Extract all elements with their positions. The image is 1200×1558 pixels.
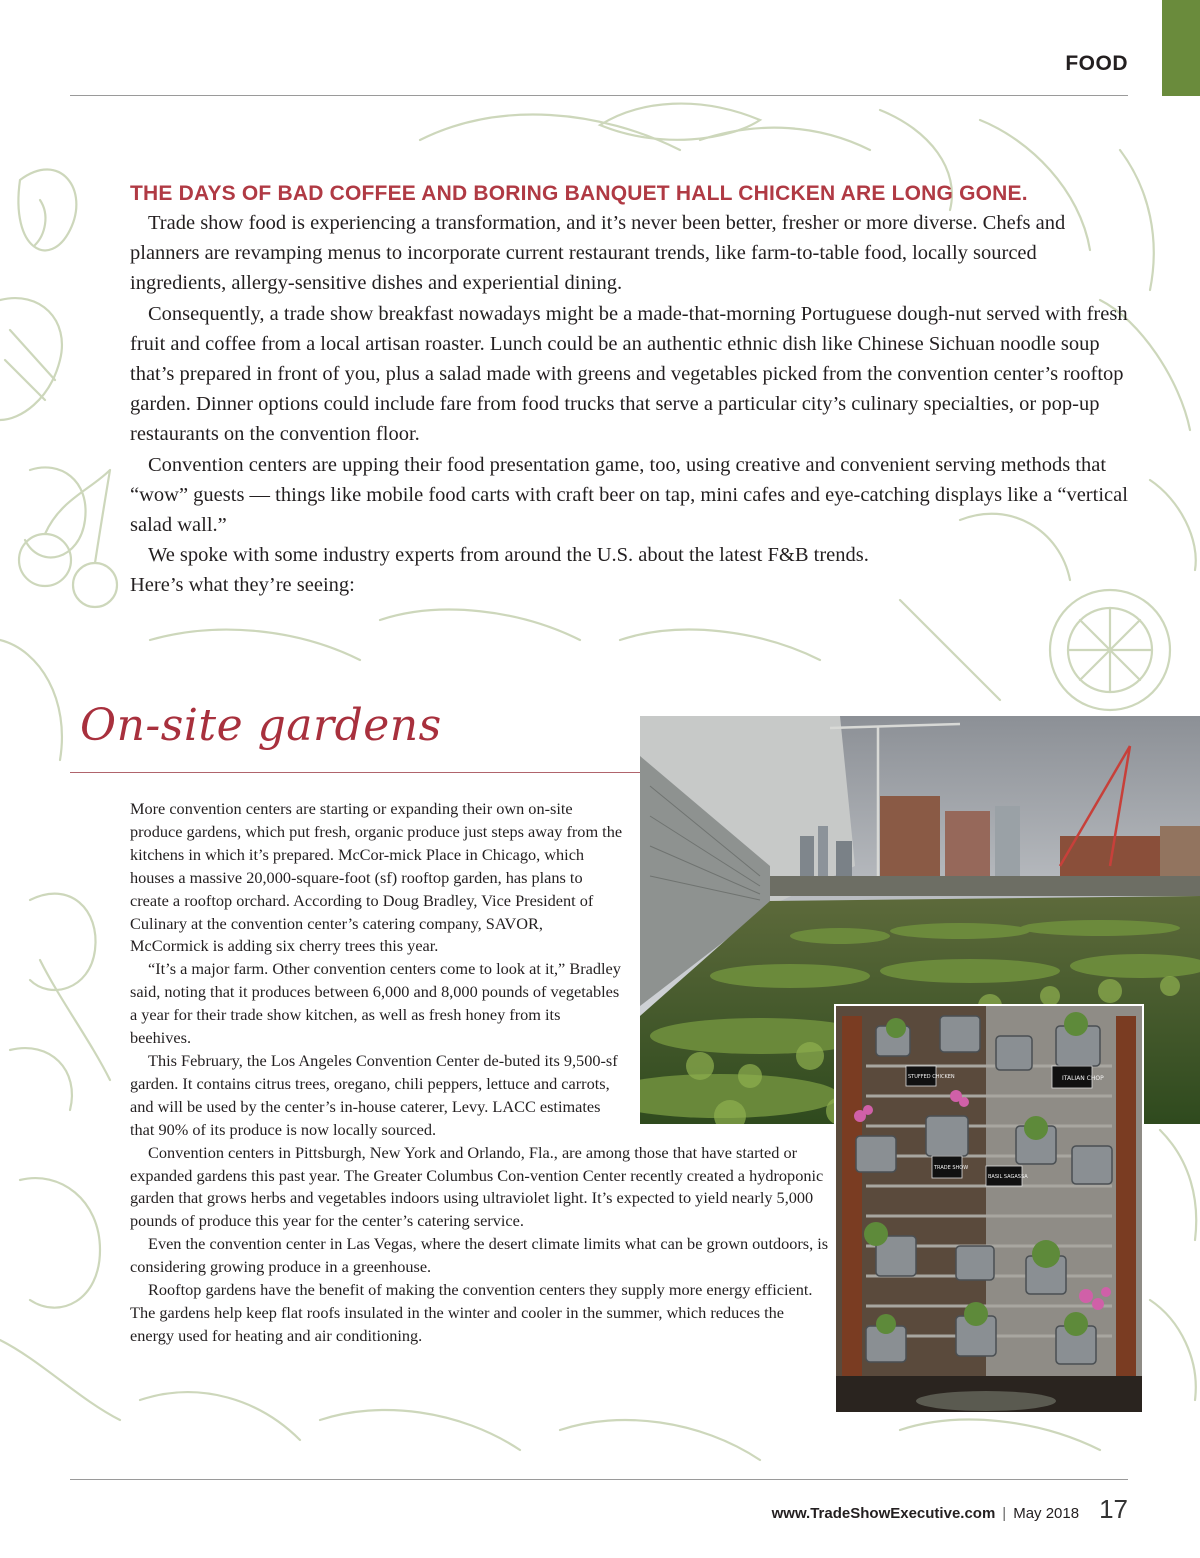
article-paragraph: More convention centers are starting or expanding their own on-site produce gardens, which put fresh, organic produce just steps away from the kitchens in which it’s prepared. McCor-mick Place in Chicago, which houses a massive 20,000-square-foot (sf) rooftop garden, has plans to create a rooftop orchard. According to Doug Bradley, Vice President of Culinary at the convention center’s catering company, SAVOR, McCormick is adding six cherry trees this year.: [130, 799, 623, 956]
intro-paragraph: Trade show food is experiencing a transformation, and it’s never been better, fresher or more diverse. Chefs and planners are revamping menus to incorporate current restaurant trends, like farm-to-table food, locally sourced ingredients, allergy-sensitive dishes and experiential dining.: [130, 212, 1066, 295]
article-paragraph: This February, the Los Angeles Convention Center de-buted its 9,500-sf garden. It contains citrus trees, oregano, chili peppers, lettuce and carrots, and will be used by the center’s in-house caterer, Levy. LACC estimates that 90% of its produce is now locally sourced.: [130, 1050, 618, 1139]
footer-separator: |: [1002, 1505, 1007, 1522]
headline: THE DAYS OF BAD COFFEE AND BORING BANQUET HALL CHICKEN ARE LONG GONE.: [130, 182, 1028, 205]
article-paragraph: Convention centers in Pittsburgh, New York and Orlando, Fla., are among those that have started or expanded gardens this past year. The Greater Columbus Con-vention Center recently created a hydroponic garden that grows herbs and vegetables indoors using ultraviolet light. It’s expected to yield nearly 5,000 pounds of produce this year for the center’s catering service.: [130, 1142, 824, 1231]
intro-paragraph: Here’s what they’re seeing:: [130, 574, 355, 597]
intro-paragraph: Convention centers are upping their food presentation game, too, using creative and convenient serving methods that “wow” guests — things like mobile food carts with craft beer on tap, mini cafes and eye-catching displays like a “vertical salad wall.”: [130, 453, 1128, 537]
header-rule: [70, 95, 1128, 96]
salad-wall-photo: [836, 1006, 1142, 1412]
issue-date: May 2018: [1013, 1505, 1080, 1522]
jar-label-stuffed: STUFFED CHICKEN: [908, 1074, 955, 1080]
jar-label-trade: TRADE SHOW: [934, 1165, 969, 1171]
section-label: FOOD: [1065, 52, 1128, 75]
intro-section: [130, 182, 1130, 601]
intro-paragraph: We spoke with some industry experts from around the U.S. about the latest F&B trends.: [148, 544, 869, 567]
article-paragraph: Even the convention center in Las Vegas, where the desert climate limits what can be grown outdoors, is considering growing produce in a greenhouse.: [130, 1234, 829, 1277]
footer-rule: [70, 1479, 1128, 1480]
article-paragraph: Rooftop gardens have the benefit of making the convention centers they supply more energy efficient. The gardens help keep flat roofs insulated in the winter and cooler in the summer, which reduces the energy used for heating and air conditioning.: [130, 1280, 813, 1345]
jar-label-italian-chop: ITALIAN CHOP: [1062, 1075, 1104, 1082]
website-link[interactable]: www.TradeShowExecutive.com: [771, 1505, 996, 1522]
page-footer: [772, 1494, 1128, 1525]
intro-paragraph: Consequently, a trade show breakfast nowadays might be a made-that-morning Portuguese dough-nut served with fresh fruit and coffee from a local artisan roaster. Lunch could be an authentic ethnic dish like Chinese Sichuan noodle soup that’s prepared in front of you, plus a salad made with greens and vegetables picked from the convention center’s rooftop garden. Dinner options could include fare from food trucks that serve a particular city’s culinary specialties, or pop-up restaurants on the convention floor.: [130, 302, 1128, 446]
jar-label-basil: BASIL SAGASSA: [988, 1174, 1028, 1180]
section-title: On-site gardens: [80, 700, 442, 751]
article-narrow-column: [130, 798, 625, 1142]
page-number: 17: [1099, 1494, 1128, 1524]
section-tab: [1162, 0, 1200, 96]
title-rule: [70, 772, 640, 773]
article-paragraph: “It’s a major farm. Other convention centers come to look at it,” Bradley said, noting that it produces between 6,000 and 8,000 pounds of vegetables a year for their trade show kitchen, as well as fresh honey from its beehives.: [130, 959, 621, 1048]
